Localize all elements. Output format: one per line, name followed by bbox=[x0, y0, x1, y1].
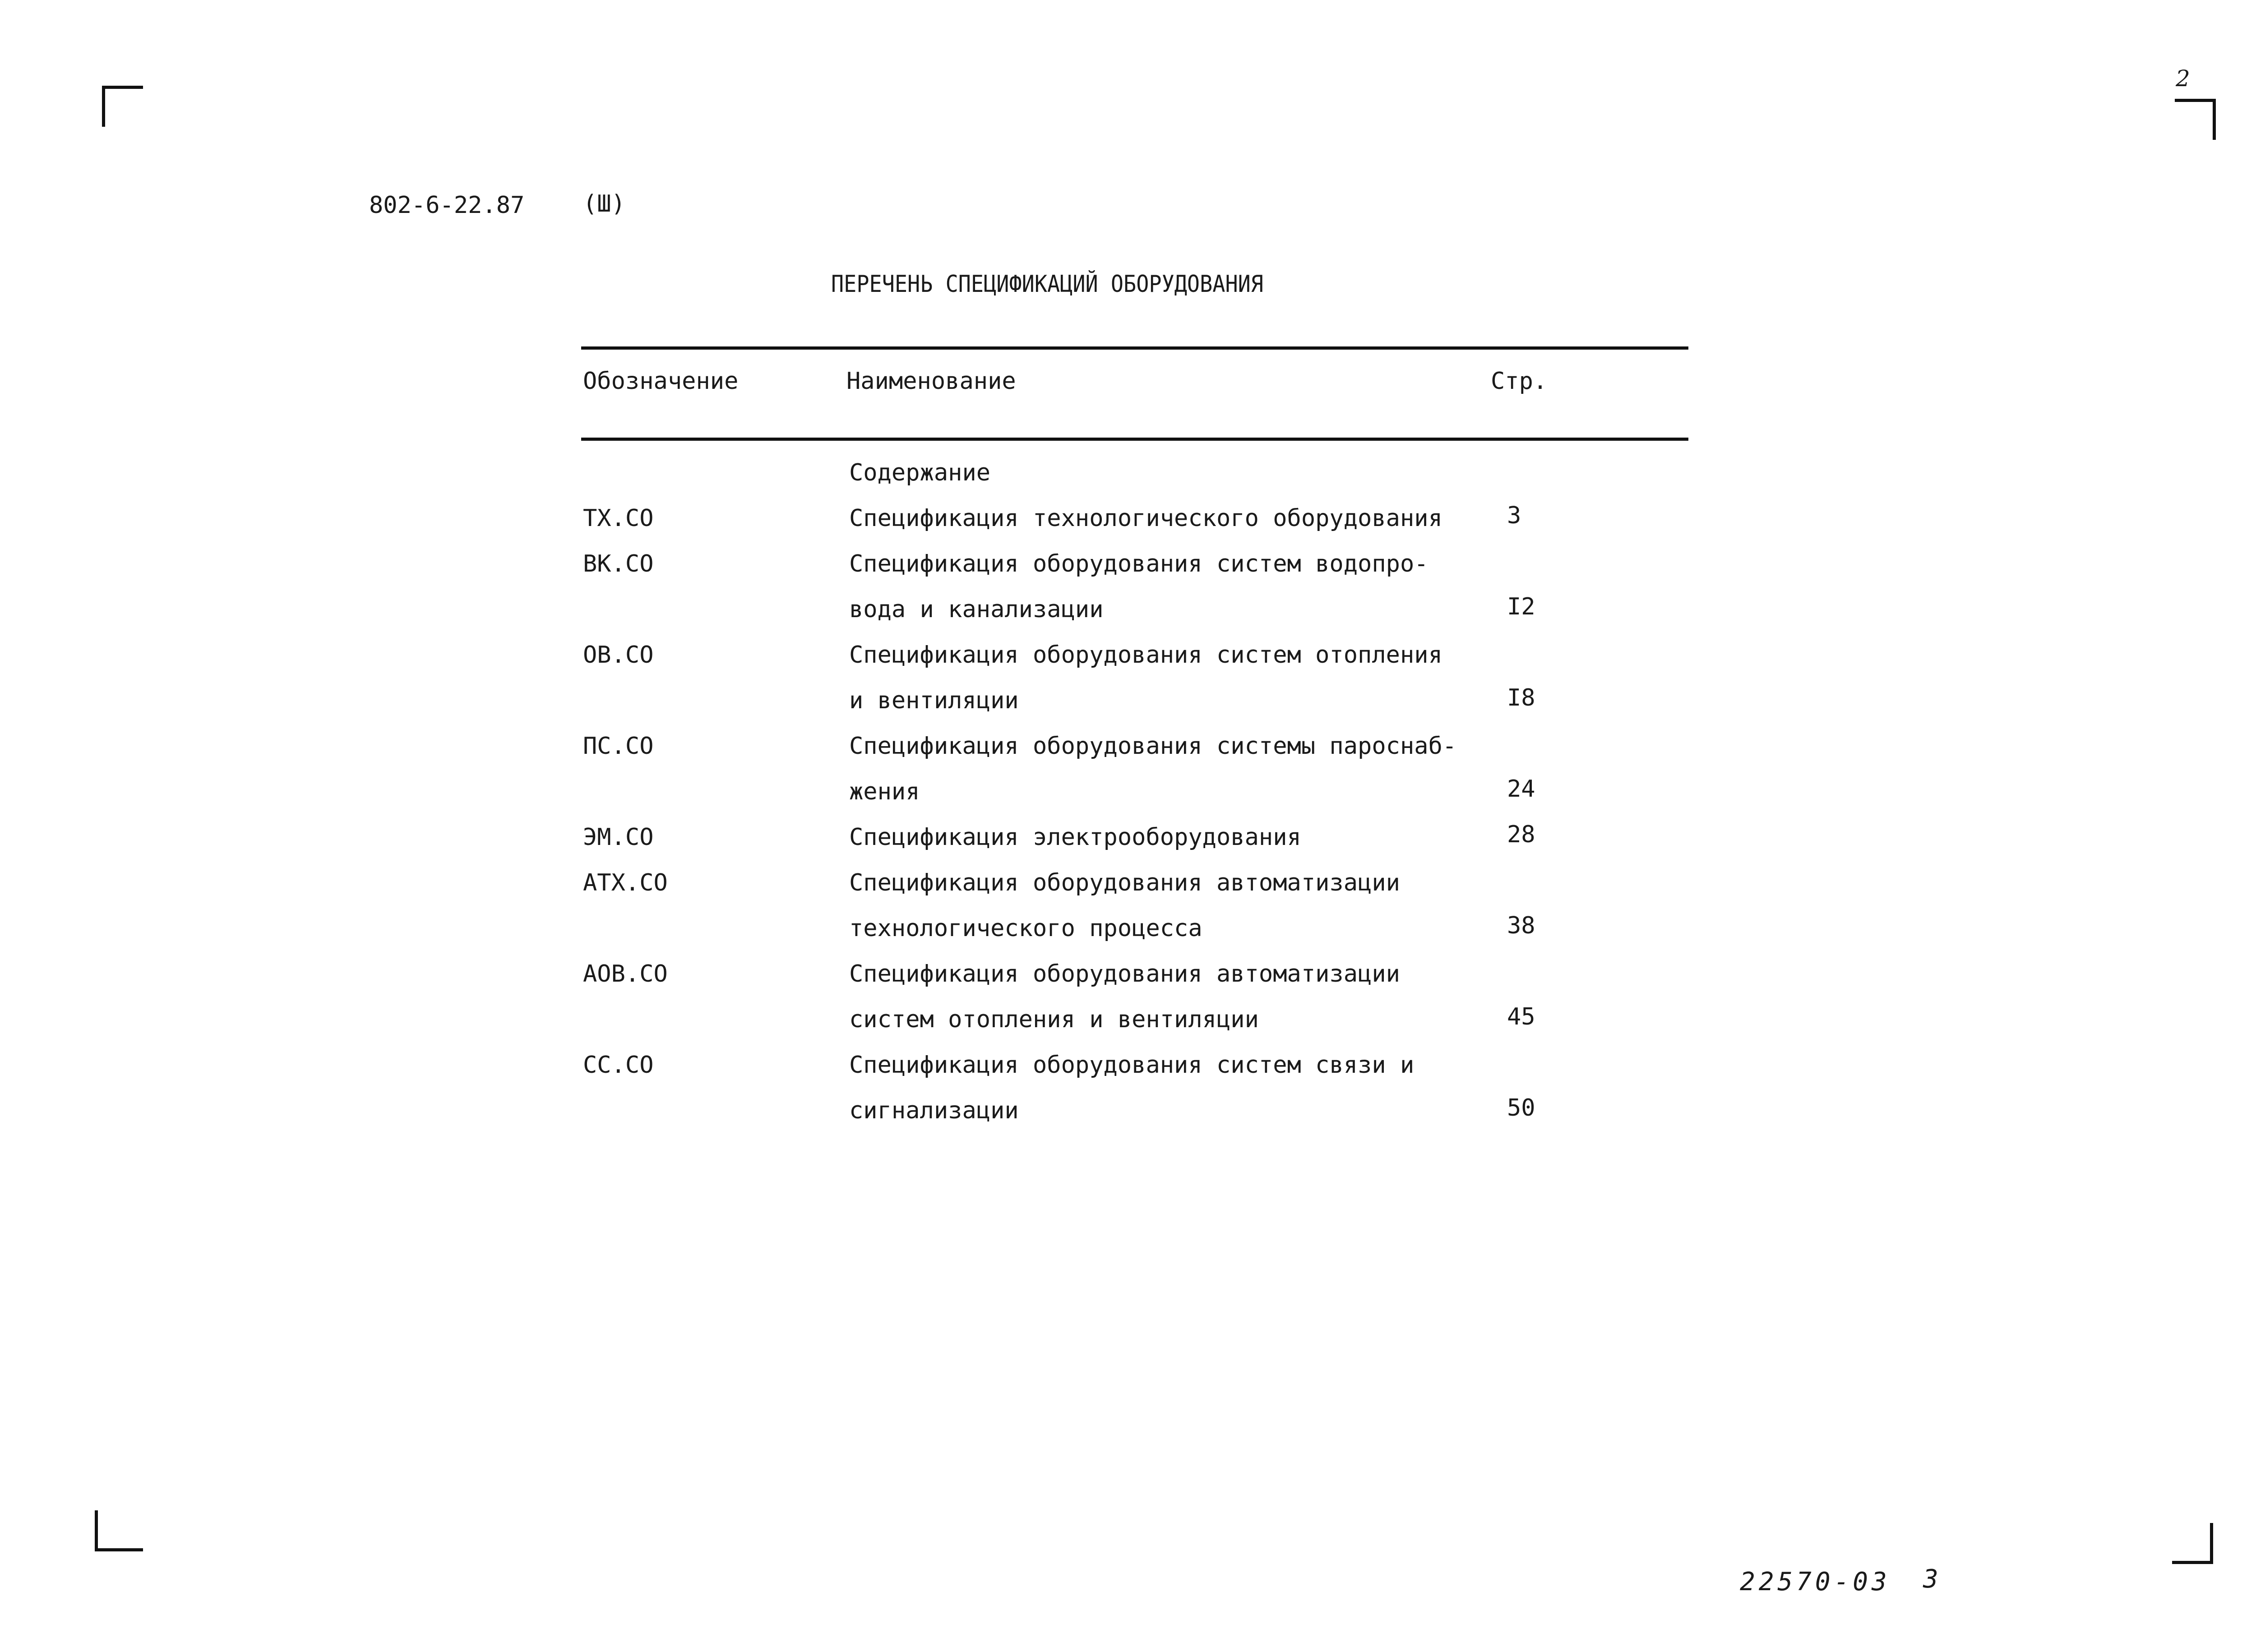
document-mark: (Ш) bbox=[583, 190, 625, 217]
page-number: 3 bbox=[1923, 1564, 1938, 1594]
row-designation: АТХ.СО bbox=[583, 869, 668, 896]
column-header-name: Наименование bbox=[846, 368, 1016, 395]
row-name-line: Спецификация технологического оборудования bbox=[849, 505, 1442, 532]
row-name-line: технологического процесса bbox=[849, 915, 1202, 942]
row-designation: ОВ.СО bbox=[583, 641, 654, 669]
row-page-number: I8 bbox=[1507, 684, 1535, 711]
document-code: 802-6-22.87 bbox=[369, 192, 525, 219]
corner-mark-bottom-left bbox=[95, 1510, 143, 1551]
row-name-line: Спецификация оборудования автоматизации bbox=[849, 869, 1400, 896]
row-name-line: жения bbox=[849, 778, 920, 805]
corner-mark-bottom-right bbox=[2172, 1523, 2213, 1564]
column-header-designation: Обозначение bbox=[583, 368, 739, 395]
row-name-line: Спецификация оборудования систем связи и bbox=[849, 1052, 1415, 1079]
row-page-number: 50 bbox=[1507, 1094, 1535, 1121]
row-name-line: систем отопления и вентиляции bbox=[849, 1006, 1259, 1033]
page-title: ПЕРЕЧЕНЬ СПЕЦИФИКАЦИЙ ОБОРУДОВАНИЯ bbox=[831, 271, 1263, 298]
sheet-number: 2 bbox=[2176, 65, 2190, 92]
row-designation: ВК.СО bbox=[583, 550, 654, 577]
row-name-line: сигнализации bbox=[849, 1097, 1019, 1124]
row-designation: АОВ.СО bbox=[583, 960, 668, 988]
table-header-rule bbox=[581, 438, 1688, 441]
inventory-number: 22570-03 bbox=[1740, 1567, 1891, 1597]
row-page-number: 24 bbox=[1507, 775, 1535, 803]
corner-mark-top-left bbox=[102, 86, 143, 127]
corner-mark-top-right bbox=[2175, 99, 2216, 140]
row-name-line: Спецификация оборудования систем отопления bbox=[849, 641, 1442, 669]
row-designation: ЭМ.СО bbox=[583, 824, 654, 851]
row-designation: ТХ.СО bbox=[583, 505, 654, 532]
row-name-line: Спецификация электрооборудования bbox=[849, 824, 1301, 851]
section-label: Содержание bbox=[849, 459, 991, 486]
row-page-number: 28 bbox=[1507, 821, 1535, 848]
table-top-rule bbox=[581, 346, 1688, 350]
row-designation: ПС.СО bbox=[583, 733, 654, 760]
row-page-number: 38 bbox=[1507, 912, 1535, 939]
row-designation: СС.СО bbox=[583, 1052, 654, 1079]
row-name-line: Спецификация оборудования систем водопро- bbox=[849, 550, 1428, 577]
column-header-page: Стр. bbox=[1491, 368, 1548, 395]
row-page-number: I2 bbox=[1507, 593, 1535, 620]
row-name-line: вода и канализации bbox=[849, 596, 1104, 623]
row-name-line: Спецификация оборудования автоматизации bbox=[849, 960, 1400, 988]
row-page-number: 45 bbox=[1507, 1003, 1535, 1030]
row-name-line: Спецификация оборудования системы пароснаб- bbox=[849, 733, 1457, 760]
row-name-line: и вентиляции bbox=[849, 687, 1019, 714]
row-page-number: 3 bbox=[1507, 502, 1521, 529]
